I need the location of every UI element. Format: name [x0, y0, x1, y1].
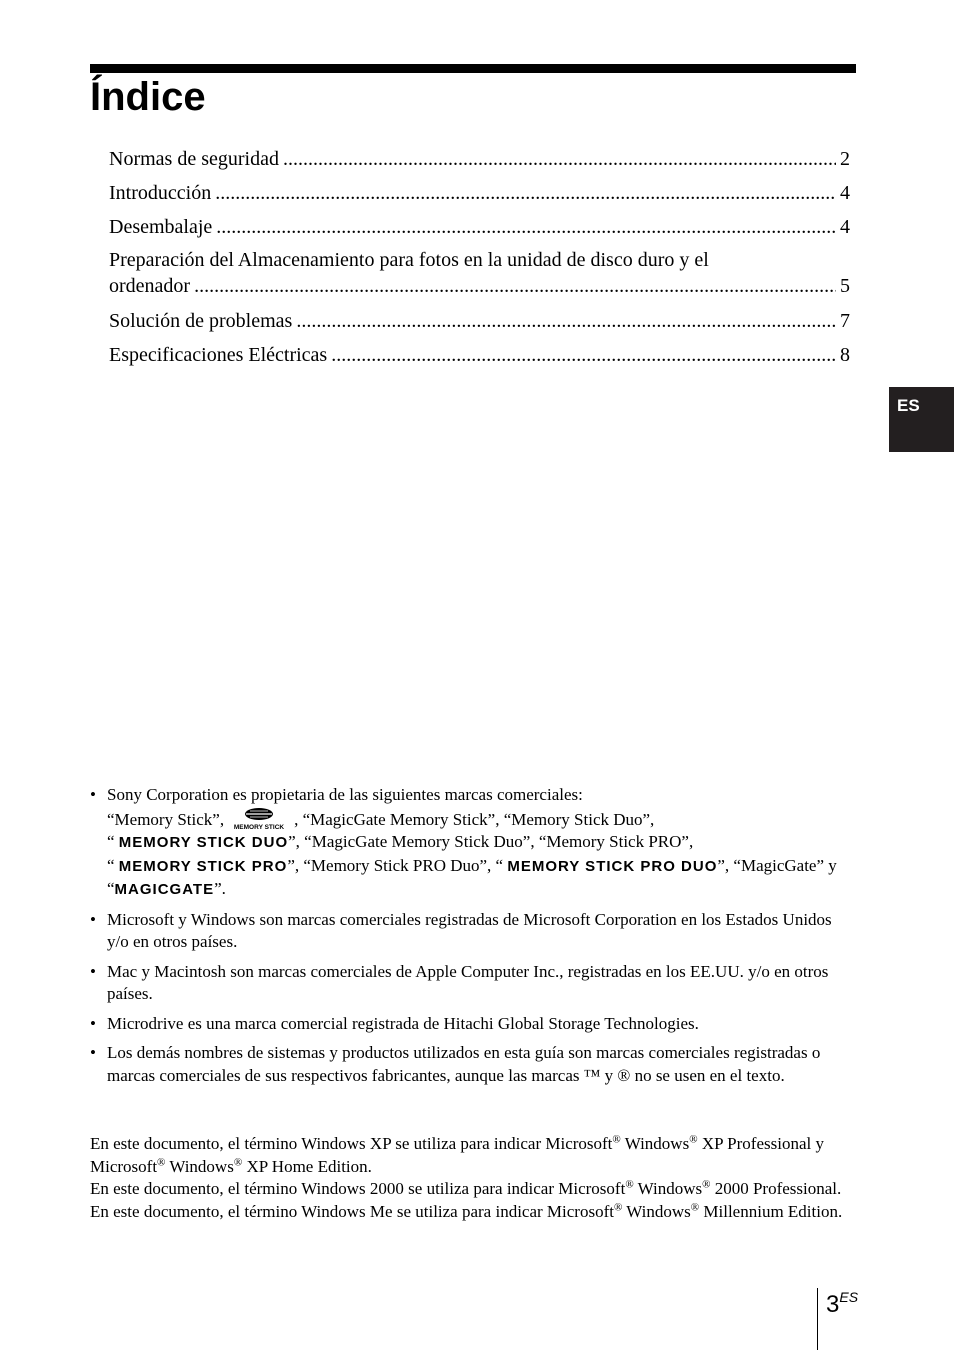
toc-entry-title-continued: ordenador	[109, 275, 191, 297]
memory-stick-pro-duo-logo: MEMORY STICK PRO DUO	[507, 857, 718, 875]
trademark-intro: Sony Corporation es propietaria de las siguientes marcas comerciales:	[107, 785, 583, 804]
memory-stick-logo-text: MEMORY STICK	[233, 823, 285, 831]
toc-entry-title: Solución de problemas	[109, 310, 293, 332]
trademark-text: “	[107, 832, 115, 851]
page-number	[826, 1289, 858, 1319]
page-title: Índice	[90, 75, 206, 119]
trademark-text: “	[107, 879, 115, 898]
toc-leader	[216, 213, 836, 241]
title-rule	[90, 64, 856, 73]
table-of-contents	[109, 145, 850, 375]
toc-entry-title: Introducción	[109, 182, 212, 204]
trademark-text: ”, “MagicGate” y	[717, 855, 837, 875]
trademark-item-apple: • Mac y Macintosh son marcas comerciales de Apple Computer Inc., registradas en los EE.UU. y/o en otros países.	[90, 961, 856, 1006]
note-windows-xp: En este documento, el término Windows XP se utiliza para indicar Microsoft® Windows® XP Professional y Microsoft® Windows® XP Home Edition.	[90, 1133, 824, 1176]
trademark-text: “Memory Stick”,	[107, 809, 225, 829]
toc-leader	[296, 307, 836, 335]
toc-entry-title: Desembalaje	[109, 216, 213, 238]
note-windows-2000: En este documento, el término Windows 2000 se utiliza para indicar Microsoft® Windows® 2000 Professional.	[90, 1178, 842, 1198]
toc-entry-title: Preparación del Almacenamiento para fotos en la unidad de disco duro y el	[109, 249, 709, 271]
toc-entry[interactable]	[109, 145, 850, 179]
toc-leader	[331, 341, 836, 369]
page-number-suffix: ES	[839, 1289, 859, 1305]
memory-stick-pro-logo: MEMORY STICK PRO	[118, 857, 288, 875]
toc-entry-title: Normas de seguridad	[109, 148, 279, 170]
toc-entry[interactable]	[109, 179, 850, 213]
trademark-text: “	[495, 855, 504, 875]
memory-stick-duo-logo: MEMORY STICK DUO	[118, 834, 289, 851]
magicgate-logo: MAGICGATE	[114, 881, 215, 898]
note-windows-me: En este documento, el término Windows Me se utiliza para indicar Microsoft® Windows® Millennium Edition.	[90, 1200, 843, 1221]
toc-page-number: 4	[840, 216, 850, 238]
toc-leader	[194, 273, 836, 299]
trademark-item-microsoft: • Microsoft y Windows son marcas comerciales registradas de Microsoft Corporation en los Estados Unidos y/o en otros países.	[90, 909, 856, 954]
toc-leader	[283, 145, 836, 173]
trademark-list	[90, 784, 856, 1094]
toc-entry[interactable]	[109, 341, 850, 375]
memory-stick-logo-icon	[230, 807, 288, 831]
toc-page-number: 5	[840, 275, 850, 297]
toc-leader	[215, 179, 836, 207]
windows-notes	[90, 1133, 856, 1223]
toc-entry[interactable]	[109, 247, 850, 307]
toc-page-number: 8	[840, 344, 850, 366]
trademark-text: ”, “Memory Stick PRO Duo”,	[287, 855, 492, 875]
trademark-text: , “MagicGate Memory Stick”, “Memory Stick Duo”,	[294, 809, 655, 829]
toc-entry-title: Especificaciones Eléctricas	[109, 344, 328, 366]
toc-page-number: 4	[840, 182, 850, 204]
page-number-value: 3	[826, 1291, 840, 1318]
toc-entry[interactable]	[109, 307, 850, 341]
trademark-text: ”, “MagicGate Memory Stick Duo”, “Memory Stick PRO”,	[288, 832, 694, 851]
toc-page-number: 2	[840, 148, 850, 170]
trademark-item-hitachi: • Microdrive es una marca comercial registrada de Hitachi Global Storage Technologies.	[90, 1013, 856, 1036]
trademark-item-sony	[90, 784, 856, 902]
toc-entry[interactable]	[109, 213, 850, 247]
trademark-item-others: • Los demás nombres de sistemas y productos utilizados en esta guía son marcas comerciales registradas o marcas comerciales de sus respectivos fabricantes, aunque las marcas ™ y ® no se usen en el texto.	[90, 1042, 856, 1087]
trademark-text: “	[107, 855, 115, 875]
page-number-rule	[817, 1288, 818, 1350]
language-tab-label: ES	[897, 396, 920, 415]
toc-page-number: 7	[840, 310, 850, 332]
language-tab	[889, 387, 954, 452]
trademark-text: ”.	[214, 879, 226, 898]
